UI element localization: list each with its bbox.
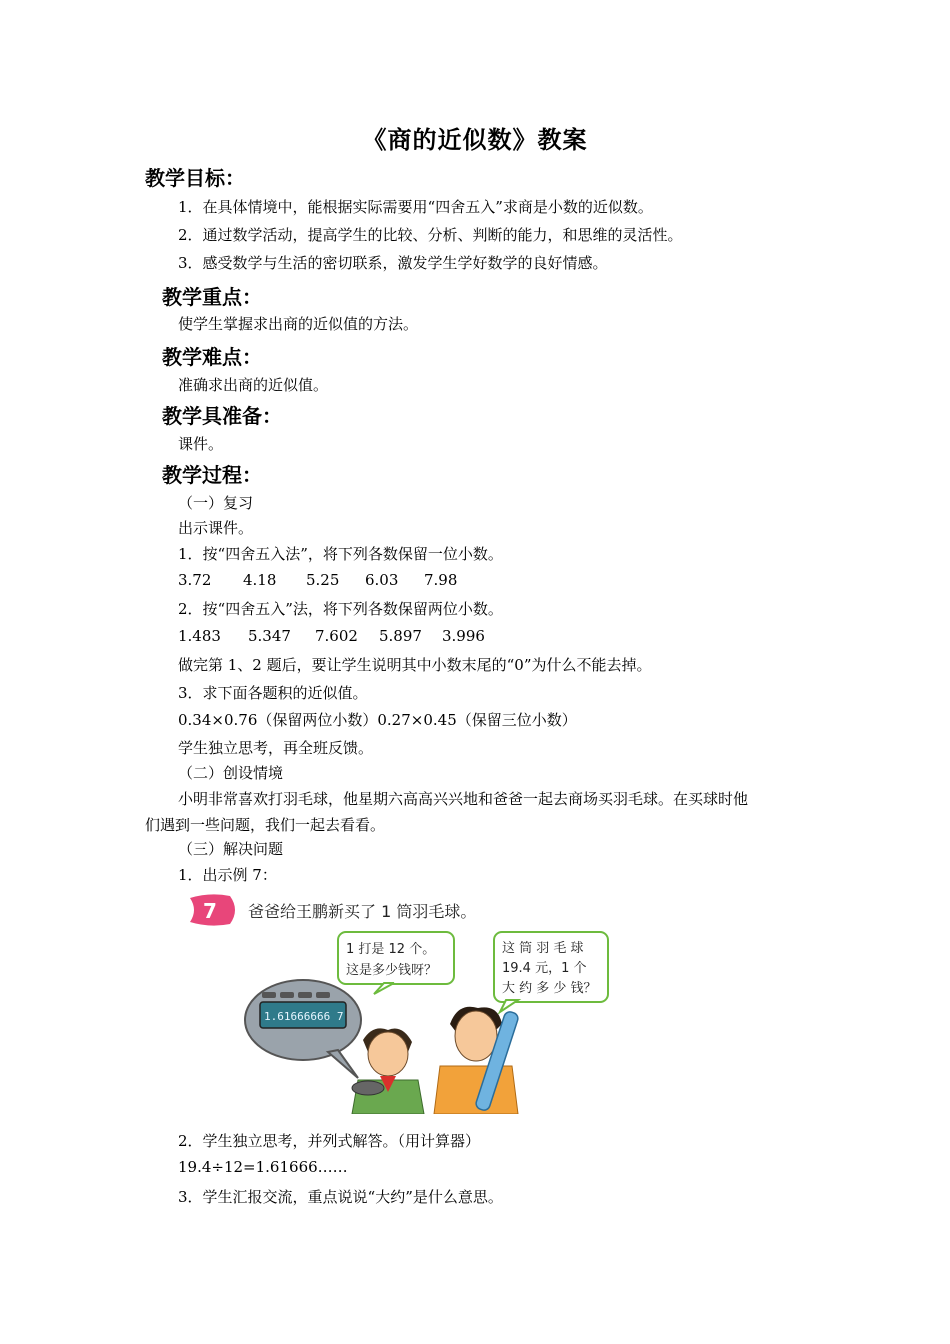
heading-process: 教学过程： (162, 463, 262, 487)
question-1-numbers (178, 571, 457, 589)
number-item: 5.897 (379, 627, 422, 645)
difficult-point-text: 准确求出商的近似值。 (178, 376, 329, 394)
section-1-show: 出示课件。 (178, 519, 254, 537)
page-title: 《商的近似数》教案 (362, 125, 588, 154)
think-report: 学生独立思考，再全班反馈。 (178, 739, 374, 757)
number-item: 6.03 (365, 571, 399, 589)
heading-tools: 教学具准备： (162, 404, 282, 428)
objective-2: 2．通过数学活动，提高学生的比较、分析、判断的能力，和思维的灵活性。 (178, 226, 683, 244)
heading-difficult-point: 教学难点： (162, 345, 262, 369)
story-line-1: 小明非常喜欢打羽毛球，他星期六高高兴兴地和爸爸一起去商场买羽毛球。在买球时他 (178, 790, 749, 808)
calculator-display-text: 1.61666666 7 (264, 1010, 344, 1023)
dad-bubble-line-1: 这 筒 羽 毛 球 (502, 941, 584, 956)
dad-figure (434, 1007, 519, 1114)
number-item: 3.72 (178, 571, 212, 589)
number-item: 7.98 (424, 571, 458, 589)
question-3-items: 0.34×0.76（保留两位小数）0.27×0.45（保留三位小数） (178, 711, 577, 729)
section-3-title: （三）解决问题 (178, 840, 284, 858)
heading-key-point: 教学重点： (162, 285, 262, 309)
example-7-illustration (188, 892, 628, 1114)
section-1-title: （一）复习 (178, 494, 254, 512)
key-point-text: 使学生掌握求出商的近似值的方法。 (178, 315, 419, 333)
number-item: 4.18 (243, 571, 277, 589)
story-line-2: 们遇到一些问题，我们一起去看看。 (145, 816, 386, 834)
number-item: 7.602 (315, 627, 358, 645)
example-show: 1．出示例 7： (178, 866, 277, 884)
dad-bubble-line-3: 大 约 多 少 钱？ (502, 981, 597, 996)
step-2: 2．学生独立思考，并列式解答。（用计算器） (178, 1132, 481, 1150)
boy-bubble-line-1: 1 打是 12 个。 (346, 942, 436, 957)
question-3: 3．求下面各题积的近似值。 (178, 684, 368, 702)
objective-3: 3．感受数学与生活的密切联系，激发学生学好数学的良好情感。 (178, 254, 608, 272)
boy-bubble-line-2: 这是多少钱呀？ (346, 963, 438, 978)
example-headline: 爸爸给王鹏新买了 1 筒羽毛球。 (248, 902, 477, 921)
boy-figure (352, 1028, 424, 1114)
question-2-numbers (178, 627, 485, 645)
step-2-calculation: 19.4÷12=1.61666…… (178, 1158, 348, 1176)
question-2: 2．按“四舍五入”法，将下列各数保留两位小数。 (178, 600, 503, 618)
after-question-note: 做完第 1、2 题后，要让学生说明其中小数末尾的“0”为什么不能去掉。 (178, 656, 652, 674)
number-item: 5.347 (248, 627, 291, 645)
number-item: 5.25 (306, 571, 340, 589)
heading-objectives: 教学目标： (145, 166, 245, 190)
dad-bubble-line-2: 19.4 元，1 个 (502, 961, 587, 976)
section-2-title: （二）创设情境 (178, 764, 284, 782)
badge-number: 7 (203, 899, 217, 923)
number-item: 3.996 (442, 627, 485, 645)
question-1: 1．按“四舍五入法”，将下列各数保留一位小数。 (178, 545, 503, 563)
tools-text: 课件。 (178, 435, 224, 453)
step-3: 3．学生汇报交流，重点说说“大约”是什么意思。 (178, 1188, 503, 1206)
objective-1: 1．在具体情境中，能根据实际需要用“四舍五入”求商是小数的近似数。 (178, 198, 653, 216)
number-item: 1.483 (178, 627, 221, 645)
